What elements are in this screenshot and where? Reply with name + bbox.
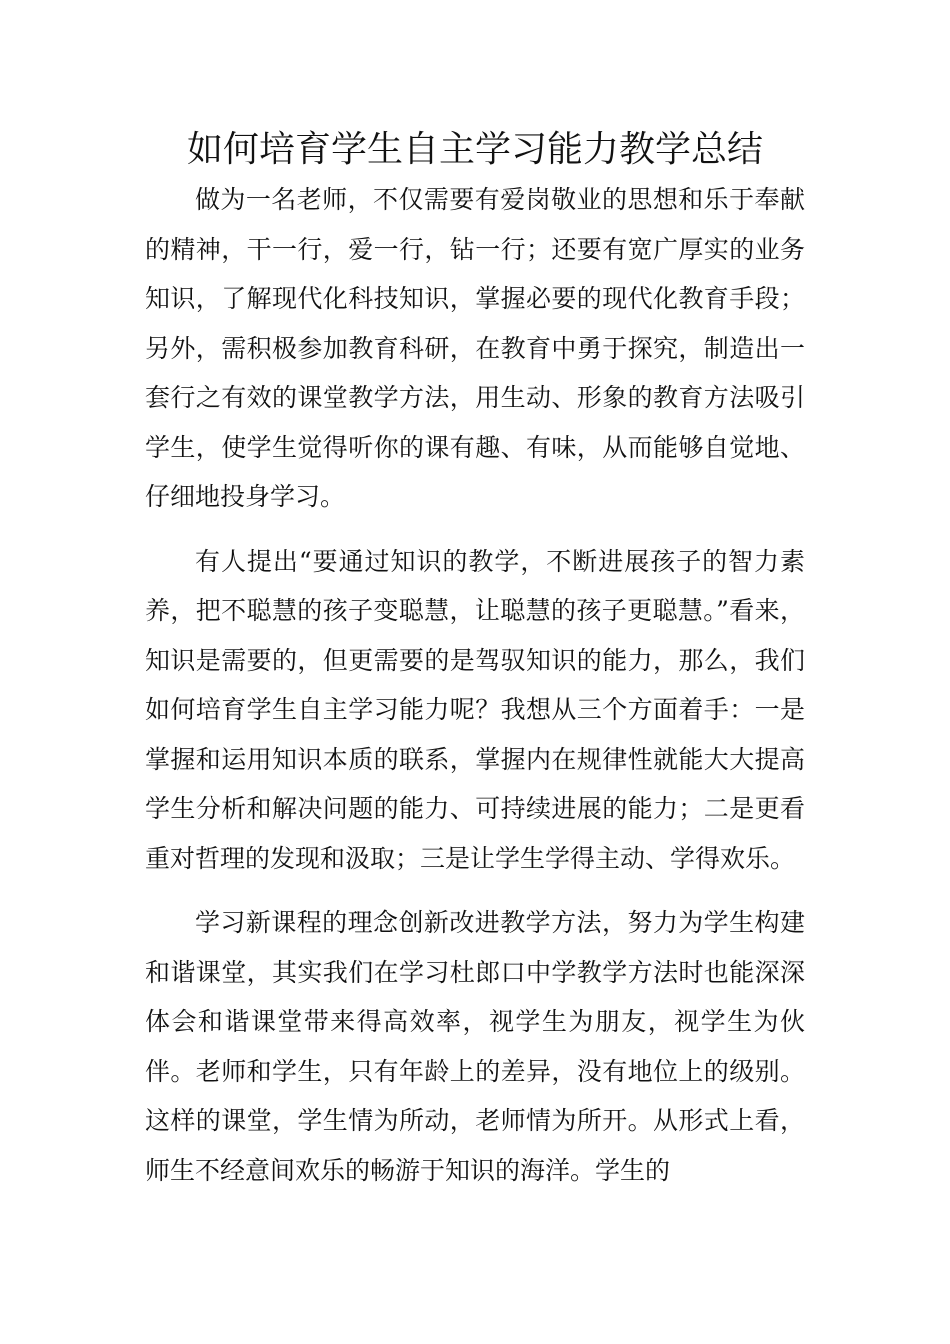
document-body — [145, 175, 805, 1210]
paragraph-1: 做为一名老师，不仅需要有爱岗敬业的思想和乐于奉献的精神，干一行，爱一行，钻一行；还要有宽广厚实的业务知识，了解现代化科技知识，掌握必要的现代化教育手段；另外，需积极参加教育科研，在教育中勇于探究，制造出一套行之有效的课堂教学方法，用生动、形象的教育方法吸引学生，使学生觉得听你的课有趣、有味，从而能够自觉地、仔细地投身学习。 — [145, 185, 805, 511]
paragraph-2: 有人提出“要通过知识的教学，不断进展孩子的智力素养，把不聪慧的孩子变聪慧，让聪慧的孩子更聪慧。”看来，知识是需要的，但更需要的是驾驭知识的能力，那么，我们如何培育学生自主学习能力呢？我想从三个方面着手：一是掌握和运用知识本质的联系，掌握内在规律性就能大大提高学生分析和解决问题的能力、可持续进展的能力；二是更看重对哲理的发现和汲取；三是让学生学得主动、学得欢乐。 — [145, 546, 805, 873]
paragraph-3: 学习新课程的理念创新改进教学方法，努力为学生构建和谐课堂，其实我们在学习杜郎口中学教学方法时也能深深体会和谐课堂带来得高效率，视学生为朋友，视学生为伙伴。老师和学生，只有年龄上的差异，没有地位上的级别。这样的课堂，学生情为所动，老师情为所开。从形式上看，师生不经意间欢乐的畅游于知识的海洋。学生的 — [145, 908, 805, 1185]
document-title: 如何培育学生自主学习能力教学总结 — [186, 129, 763, 170]
